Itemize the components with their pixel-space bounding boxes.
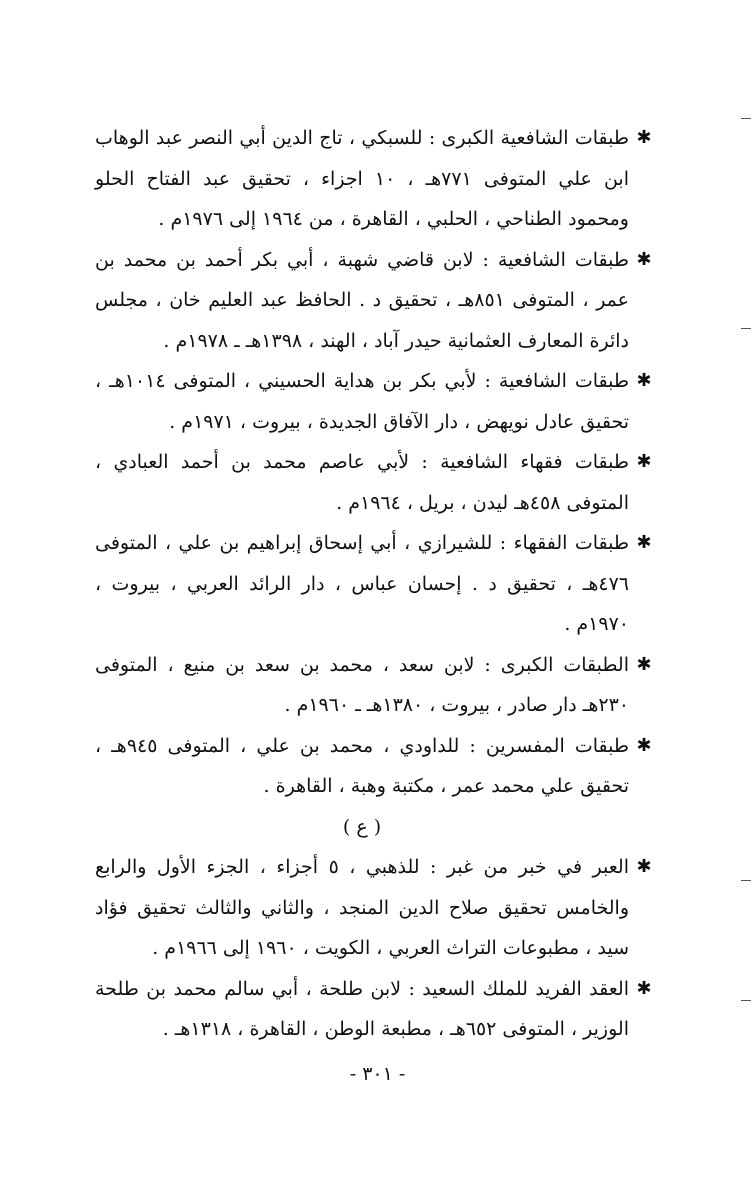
bibliography-entry — [95, 442, 655, 523]
asterisk-bullet-icon: ✱ — [636, 977, 652, 999]
page-number: - ٣٠١ - — [349, 1063, 406, 1085]
asterisk-bullet-icon: ✱ — [636, 856, 652, 877]
entry-line: طبقات الشافعية : لأبي بكر بن هداية الحسيني ، المتوفى ١٠١٤هـ ، تحقيق — [95, 370, 629, 433]
bibliography-entry — [95, 523, 655, 645]
bibliography-entry — [95, 645, 655, 726]
bibliography-entry — [95, 847, 655, 969]
asterisk-bullet-icon: ✱ — [636, 127, 652, 148]
asterisk-bullet-icon: ✱ — [636, 653, 652, 675]
entry-line: الوزير ، المتوفى ٦٥٢هـ ، مطبعة الوطن ، القاهرة ، ١٣١٨هـ . — [162, 1018, 629, 1040]
bibliography-entry — [95, 726, 655, 807]
bibliography-list — [95, 118, 655, 1050]
asterisk-bullet-icon: ✱ — [636, 532, 652, 553]
entry-line: ابن علي المتوفى ٧٧١هـ ، ١٠ اجزاء ، تحقيق عبد الفتاح الحلو ومحمود — [95, 167, 629, 230]
entry-line: الطناحي ، الحلبي ، القاهرة ، من ١٩٦٤ إلى ١٩٧٦م . — [158, 208, 563, 230]
entry-line: ٤٥٨هـ ليدن ، بريل ، ١٩٦٤م . — [336, 491, 561, 514]
scan-edge-mark — [741, 118, 751, 119]
scan-edge-mark — [741, 1000, 751, 1001]
entry-line: الطبقات الكبرى : لابن سعد ، محمد بن سعد بن منيع ، المتوفى ٢٣٠هـ — [95, 653, 629, 716]
entry-line: العثمانية حيدر آباد ، الهند ، ١٣٩٨هـ ـ ١٩٧٨م . — [163, 329, 512, 352]
entry-line: تحقيق صلاح الدين المنجد ، والثاني والثالث تحقيق فؤاد سيد ، مطبوعات — [95, 896, 629, 959]
entry-line: دار صادر ، بيروت ، ١٣٨٠هـ ـ ١٩٦٠م . — [284, 694, 577, 716]
section-heading: ( ع ) — [342, 815, 382, 838]
entry-line: ٤٧٦هـ ، تحقيق د . إحسان عباس ، دار الرائد العربي ، بيروت ، — [95, 572, 629, 595]
entry-line: المتوفى ٨٥١هـ ، تحقيق د . الحافظ عبد العليم خان ، مجلس دائرة المعارف — [95, 289, 629, 352]
entry-line: علي محمد عمر ، مكتبة وهبة ، القاهرة . — [263, 775, 575, 797]
asterisk-bullet-icon: ✱ — [636, 451, 652, 472]
entry-line: طبقات الفقهاء : للشيرازي ، أبي إسحاق إبراهيم بن علي ، المتوفى — [95, 532, 629, 554]
entry-line: العبر في خبر من غبر : للذهبي ، ٥ أجزاء ، الجزء الأول والرابع والخامس — [95, 856, 629, 919]
asterisk-bullet-icon: ✱ — [636, 734, 652, 756]
bibliography-entry — [95, 969, 655, 1050]
bibliography-entry — [95, 240, 655, 362]
scan-edge-mark — [741, 880, 751, 881]
entry-line: عادل نويهض ، دار الآفاق الجديدة ، بيروت ، ١٩٧١م . — [169, 410, 575, 433]
asterisk-bullet-icon: ✱ — [636, 370, 652, 391]
asterisk-bullet-icon: ✱ — [636, 248, 652, 270]
entry-line: ١٩٧٠م . — [564, 613, 629, 635]
entry-line: طبقات المفسرين : للداودي ، محمد بن علي ، المتوفى ٩٤٥هـ ، تحقيق — [95, 734, 629, 797]
entry-line: طبقات فقهاء الشافعية : لأبي عاصم محمد بن أحمد العبادي ، المتوفى — [95, 451, 629, 514]
bibliography-entry — [95, 361, 655, 442]
entry-line: العقد الفريد للملك السعيد : لابن طلحة ، أبي سالم محمد بن طلحة — [95, 977, 629, 1000]
bibliography-entry — [95, 118, 655, 240]
entry-line: طبقات الشافعية : لابن قاضي شهبة ، أبي بكر أحمد بن محمد بن عمر ، — [95, 248, 630, 311]
entry-line: طبقات الشافعية الكبرى : للسبكي ، تاج الدين أبي النصر عبد الوهاب — [95, 127, 629, 149]
scan-edge-mark — [741, 328, 751, 329]
entry-line: التراث العربي ، الكويت ، ١٩٦٠ إلى ١٩٦٦م . — [152, 937, 497, 959]
